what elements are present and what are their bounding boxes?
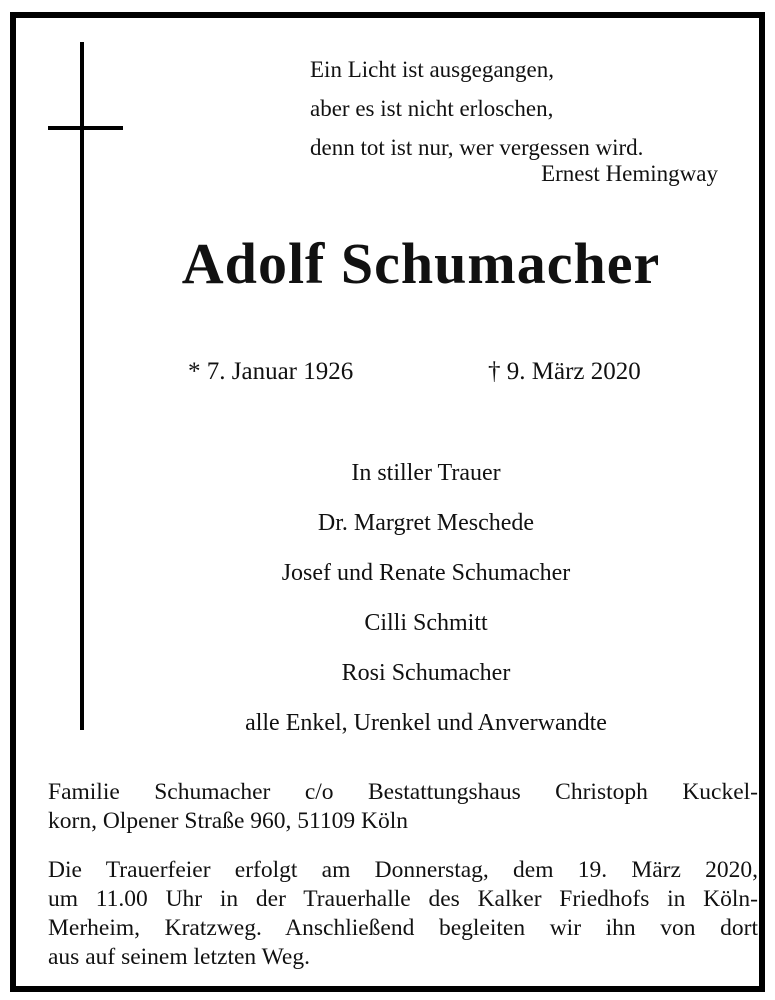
death-date: † 9. März 2020 [488,358,641,385]
mourner-line: Rosi Schumacher [341,660,511,686]
cross-icon-vertical-bar [80,42,84,730]
cross-icon-horizontal-bar [48,126,123,130]
deceased-name: Adolf Schumacher [181,231,661,296]
service-line: aus auf seinem letzten Weg. [48,944,310,970]
mourners-list [116,448,736,748]
mourner-line: Cilli Schmitt [364,610,488,636]
mourner-line: Dr. Margret Meschede [317,510,535,536]
quote-line: aber es ist nicht erloschen, [310,96,554,121]
contact-line: Familie Schumacher c/o Bestattungshaus Christoph Kuckel- [48,779,758,805]
quote-line: Ein Licht ist ausgegangen, [310,57,554,82]
service-line: um 11.00 Uhr in der Trauerhalle des Kalker Friedhofs in Köln- [48,886,758,912]
service-line: Die Trauerfeier erfolgt am Donnerstag, dem 19. März 2020, [48,857,758,883]
birth-date: * 7. Januar 1926 [188,358,354,385]
quote-author: Ernest Hemingway [541,161,718,186]
mourner-line: alle Enkel, Urenkel und Anverwandte [245,710,607,736]
service-info [48,856,758,972]
contact-address [48,778,758,836]
mourner-line: Josef und Renate Schumacher [281,560,571,586]
service-line: Merheim, Kratzweg. Anschließend begleiten wir ihn von dort [48,915,758,941]
obituary-frame [10,12,765,992]
mourner-line: In stiller Trauer [351,460,501,486]
quote [310,50,750,167]
quote-line: denn tot ist nur, wer vergessen wird. [310,135,644,160]
contact-line: korn, Olpener Straße 960, 51109 Köln [48,808,409,834]
